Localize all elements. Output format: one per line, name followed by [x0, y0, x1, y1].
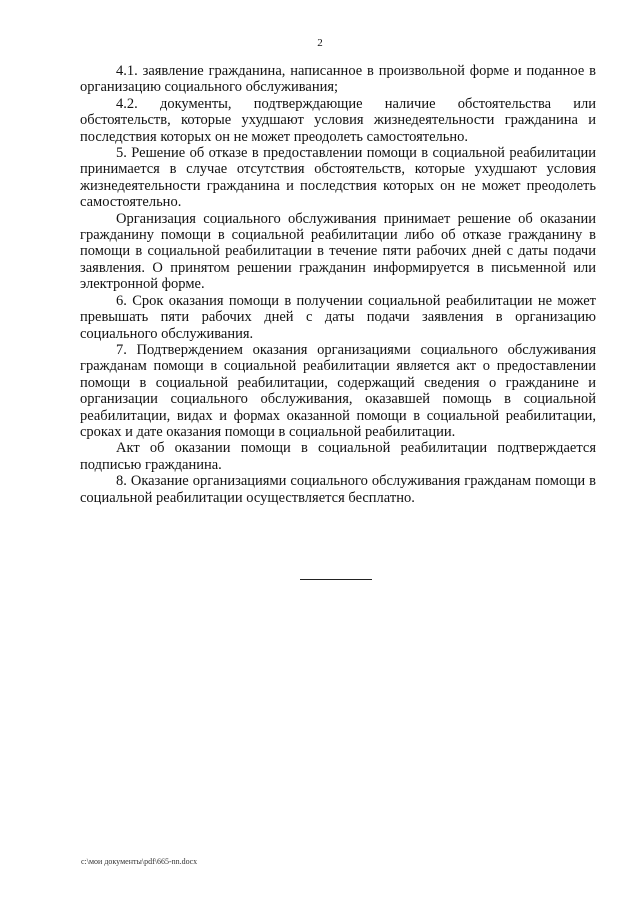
paragraph-6: 6. Срок оказания помощи в получении социальной реабилитации не может превышать пяти рабочих дней с даты подачи заявления в организацию социального обслуживания. — [80, 292, 596, 342]
paragraph-decision: Организация социального обслуживания принимает решение об оказании гражданину помощи в социальной реабилитации либо об отказе гражданину в помощи в социальной реабилитации в течение пяти рабочих дней с даты подачи заявления. О принятом решении гражданин информируется в письменной или электронной форме. — [80, 210, 596, 293]
page-number: 2 — [317, 37, 323, 49]
footer-file-path: c:\мои документы\pdf\665-nn.docx — [81, 857, 198, 866]
paragraph-5: 5. Решение об отказе в предоставлении помощи в социальной реабилитации принимается в случае отсутствия обстоятельств, которые ухудшают условия жизнедеятельности гражданина и последствия которых он не может преодолеть самостоятельно. — [80, 145, 596, 211]
paragraph-7: 7. Подтверждением оказания организациями социального обслуживания гражданам помощи в социальной реабилитации является акт о предоставлении помощи в социальной реабилитации, содержащий сведения о гражданине и организации социального обслуживания, оказавшей помощь в социальной реабилитации, видах и формах оказанной помощи в социальной реабилитации, сроках и дате оказания помощи в социальной реабилитации. — [80, 341, 596, 440]
paragraph-8: 8. Оказание организациями социального обслуживания гражданам помощи в социальной реабилитации осуществляется бесплатно. — [80, 473, 596, 506]
paragraph-act: Акт об оказании помощи в социальной реабилитации подтверждается подписью гражданина. — [80, 440, 596, 473]
paragraph-4-2: 4.2. документы, подтверждающие наличие обстоятельства или обстоятельств, которые ухудшают условия жизнедеятельности гражданина и последствия которых он не может преодолеть самостоятельно. — [80, 95, 596, 145]
end-of-document-rule — [300, 579, 372, 580]
paragraph-4-1: 4.1. заявление гражданина, написанное в произвольной форме и поданное в организацию социального обслуживания; — [80, 63, 596, 96]
document-body — [80, 63, 596, 506]
